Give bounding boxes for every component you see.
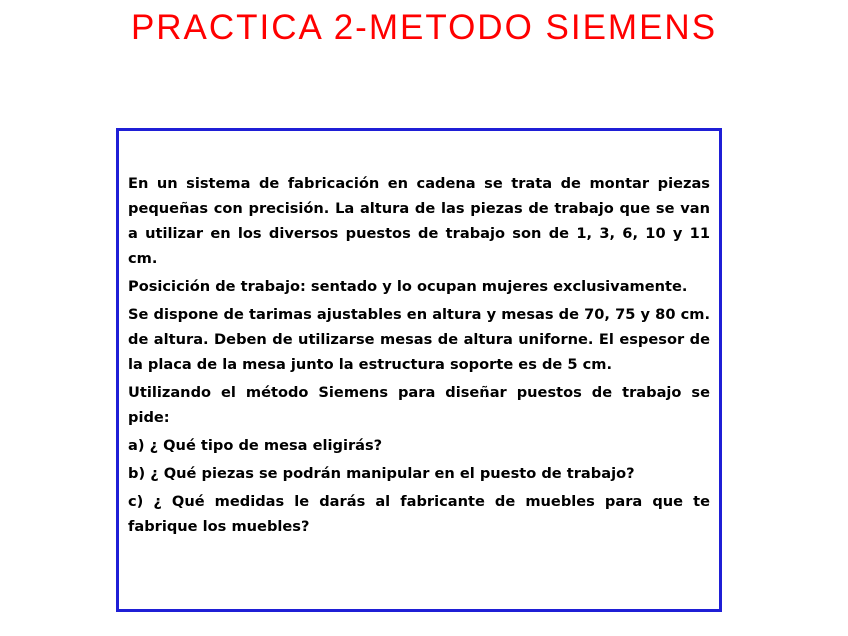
exercise-box	[116, 128, 722, 612]
question-b: b) ¿ Qué piezas se podrán manipular en el puesto de trabajo?	[128, 465, 635, 482]
paragraph-task: Utilizando el método Siemens para diseñar puestos de trabajo se pide:	[128, 384, 710, 426]
paragraph-statement: En un sistema de fabricación en cadena se trata de montar piezas pequeñas con precisión. La altura de las piezas de trabajo que se van a utilizar en los diversos puestos de trabajo son de 1, 3, 6, 10 y 11 cm.	[128, 175, 710, 267]
exercise-text	[128, 171, 710, 542]
paragraph-tables: Se dispone de tarimas ajustables en altura y mesas de 70, 75 y 80 cm. de altura. Deben de utilizarse mesas de altura uniforne. El espesor de la placa de la mesa junto la estructura soporte es de 5 cm.	[128, 306, 710, 373]
question-c: c) ¿ Qué medidas le darás al fabricante de muebles para que te fabrique los muebles?	[128, 493, 710, 535]
paragraph-position: Posicición de trabajo: sentado y lo ocupan mujeres exclusivamente.	[128, 278, 688, 295]
question-a: a) ¿ Qué tipo de mesa eligirás?	[128, 437, 383, 454]
slide-title: PRACTICA 2-METODO SIEMENS	[130, 8, 718, 47]
